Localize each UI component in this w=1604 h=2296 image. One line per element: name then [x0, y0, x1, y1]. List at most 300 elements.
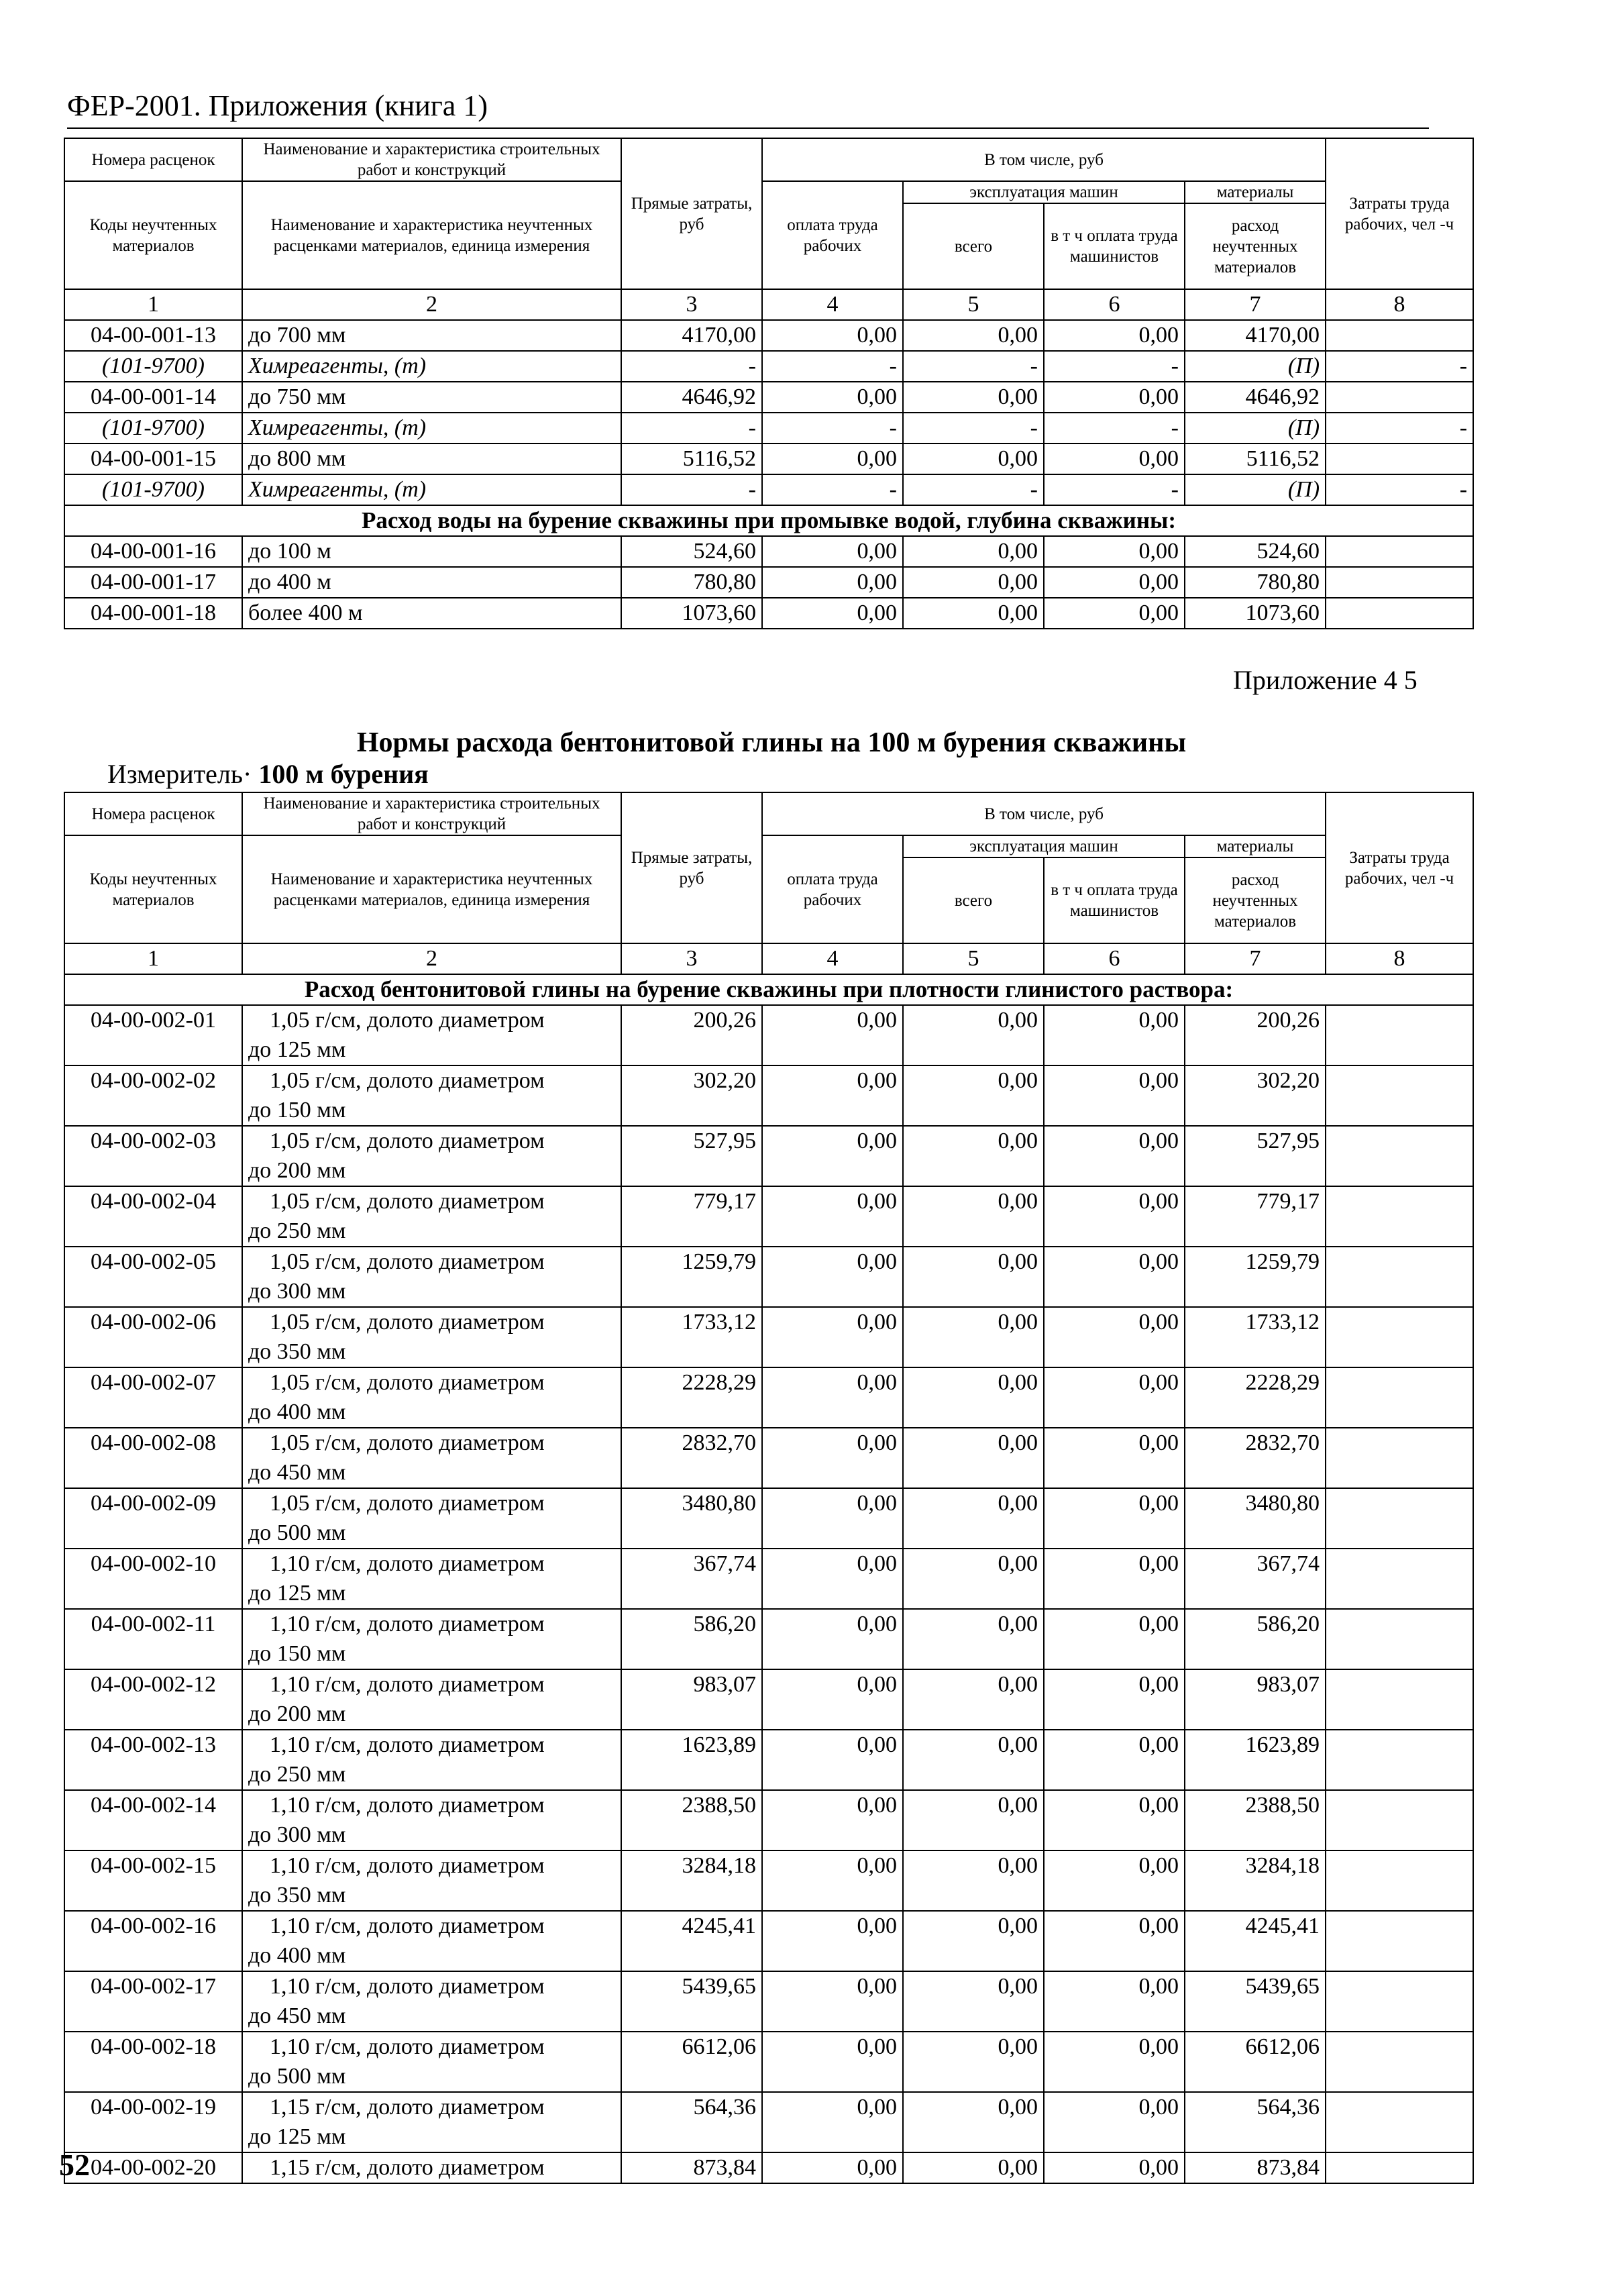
table-row [64, 1609, 1473, 1669]
labor-cost-cell [1326, 1005, 1473, 1065]
rate-code: 04-00-002-03 [64, 1126, 242, 1186]
header-labor-cost: Затраты труда рабочих, чел -ч [1326, 138, 1473, 289]
materials-cost: 200,26 [1185, 1005, 1326, 1065]
rate-code: 04-00-001-17 [64, 567, 242, 598]
labor-cost-cell [1326, 1549, 1473, 1609]
material-name: Химреагенты, (т) [242, 474, 621, 505]
machines-total: - [903, 413, 1044, 443]
materials-cost: 1073,60 [1185, 598, 1326, 629]
col-number: 2 [242, 943, 621, 974]
rate-code: 04-00-002-16 [64, 1911, 242, 1971]
rate-name [242, 1126, 621, 1186]
header-name-bottom: Наименование и характеристика неучтенных расценками материалов, единица измерения [242, 181, 621, 289]
materials-cost: 527,95 [1185, 1126, 1326, 1186]
labor-cost-cell: - [1326, 474, 1473, 505]
col-number: 7 [1185, 943, 1326, 974]
machinist-pay: - [1044, 474, 1185, 505]
direct-cost: 3480,80 [621, 1488, 762, 1549]
header-machines: эксплуатация машин [903, 835, 1185, 857]
direct-cost: 5116,52 [621, 443, 762, 474]
rate-name [242, 1730, 621, 1790]
materials-cost: 3480,80 [1185, 1488, 1326, 1549]
labor-cost-cell [1326, 1126, 1473, 1186]
machinist-pay: 0,00 [1044, 536, 1185, 567]
materials-cost: 4245,41 [1185, 1911, 1326, 1971]
labor-pay: 0,00 [762, 1790, 903, 1850]
machines-total: 0,00 [903, 1488, 1044, 1549]
labor-cost-cell [1326, 598, 1473, 629]
direct-cost: 200,26 [621, 1005, 762, 1065]
machines-total: 0,00 [903, 1186, 1044, 1247]
table-row [64, 567, 1473, 598]
materials-cost: 4170,00 [1185, 320, 1326, 351]
machines-total: 0,00 [903, 2092, 1044, 2152]
direct-cost: 527,95 [621, 1126, 762, 1186]
machines-total: 0,00 [903, 1669, 1044, 1730]
labor-pay: - [762, 474, 903, 505]
materials-cost: 1623,89 [1185, 1730, 1326, 1790]
rate-name [242, 1307, 621, 1367]
direct-cost: 1733,12 [621, 1307, 762, 1367]
rate-code: 04-00-002-04 [64, 1186, 242, 1247]
rate-name: до 400 м [242, 567, 621, 598]
labor-cost-cell [1326, 1669, 1473, 1730]
table-row [64, 1971, 1473, 2032]
header-num-bottom: Коды неучтенных материалов [64, 835, 242, 943]
rate-name-line1: 1,05 г/см, долото диаметром [270, 1129, 545, 1153]
rate-name [242, 1428, 621, 1488]
rate-code: 04-00-001-18 [64, 598, 242, 629]
rate-name-line2: до 300 мм [248, 1279, 346, 1304]
rate-name [242, 1850, 621, 1911]
machines-total: 0,00 [903, 598, 1044, 629]
rate-name-line2: до 150 мм [248, 1641, 346, 1666]
materials-cost: 3284,18 [1185, 1850, 1326, 1911]
header-incl: В том числе, руб [762, 138, 1326, 181]
rate-name: более 400 м [242, 598, 621, 629]
rate-name-line1: 1,10 г/см, долото диаметром [270, 1732, 545, 1757]
rate-name [242, 1367, 621, 1428]
labor-pay: 0,00 [762, 1126, 903, 1186]
header-incl: В том числе, руб [762, 792, 1326, 835]
machines-total: 0,00 [903, 1367, 1044, 1428]
direct-cost: 1259,79 [621, 1247, 762, 1307]
rate-code: 04-00-002-02 [64, 1065, 242, 1126]
labor-cost-cell [1326, 1911, 1473, 1971]
header-mach-all: всего [903, 203, 1044, 289]
header-materials: материалы [1185, 835, 1326, 857]
labor-cost-cell [1326, 2032, 1473, 2092]
rate-name-line2: до 200 мм [248, 1158, 346, 1183]
rate-name-line2: до 350 мм [248, 1339, 346, 1364]
labor-cost-cell [1326, 567, 1473, 598]
rate-name-line1: 1,05 г/см, долото диаметром [270, 1491, 545, 1516]
direct-cost: 1623,89 [621, 1730, 762, 1790]
table-row [64, 2092, 1473, 2152]
direct-cost: 2832,70 [621, 1428, 762, 1488]
labor-pay: 0,00 [762, 2152, 903, 2183]
materials-cost: 873,84 [1185, 2152, 1326, 2183]
table-row [64, 2032, 1473, 2092]
rate-name [242, 1669, 621, 1730]
table-row [64, 443, 1473, 474]
page-header: ФЕР-2001. Приложения (книга 1) [67, 87, 1429, 129]
rate-code: 04-00-002-01 [64, 1005, 242, 1065]
machines-total: 0,00 [903, 2032, 1044, 2092]
labor-pay: 0,00 [762, 1005, 903, 1065]
materials-cost: (П) [1185, 413, 1326, 443]
rate-name [242, 1971, 621, 2032]
materials-cost: 564,36 [1185, 2092, 1326, 2152]
rate-code: 04-00-002-17 [64, 1971, 242, 2032]
machines-total: 0,00 [903, 1730, 1044, 1790]
rate-name-line1: 1,10 г/см, долото диаметром [270, 1974, 545, 1999]
rate-name [242, 1911, 621, 1971]
machines-total: 0,00 [903, 1609, 1044, 1669]
table-row [64, 1186, 1473, 1247]
rate-name-line1: 1,10 г/см, долото диаметром [270, 1914, 545, 1938]
machines-total: 0,00 [903, 1850, 1044, 1911]
labor-pay: 0,00 [762, 382, 903, 413]
col-number: 8 [1326, 943, 1473, 974]
direct-cost: 5439,65 [621, 1971, 762, 2032]
machines-total: 0,00 [903, 1790, 1044, 1850]
col-number: 5 [903, 943, 1044, 974]
rate-name-line1: 1,15 г/см, долото диаметром [270, 2095, 545, 2120]
machines-total: 0,00 [903, 1549, 1044, 1609]
machines-total: 0,00 [903, 1126, 1044, 1186]
materials-cost: 4646,92 [1185, 382, 1326, 413]
materials-cost: (П) [1185, 474, 1326, 505]
rate-code: 04-00-002-14 [64, 1790, 242, 1850]
machines-total: - [903, 351, 1044, 382]
header-name-top: Наименование и характеристика строительных работ и конструкций [242, 138, 621, 181]
table-row [64, 598, 1473, 629]
machines-total: 0,00 [903, 1005, 1044, 1065]
labor-cost-cell [1326, 2092, 1473, 2152]
rate-code: 04-00-002-09 [64, 1488, 242, 1549]
rate-name [242, 1790, 621, 1850]
labor-cost-cell [1326, 1247, 1473, 1307]
rate-name: до 700 мм [242, 320, 621, 351]
material-code: (101-9700) [64, 413, 242, 443]
header-mach-incl: в т ч оплата труда машинистов [1044, 203, 1185, 289]
header-mat-consumption: расход неучтенных материалов [1185, 203, 1326, 289]
machines-total: 0,00 [903, 443, 1044, 474]
table-header [64, 138, 1473, 320]
machinist-pay: 0,00 [1044, 1005, 1185, 1065]
header-machines: эксплуатация машин [903, 181, 1185, 203]
materials-cost: 5116,52 [1185, 443, 1326, 474]
labor-pay: 0,00 [762, 1367, 903, 1428]
rate-code: 04-00-001-15 [64, 443, 242, 474]
rate-name [242, 1186, 621, 1247]
table-row [64, 2152, 1473, 2183]
labor-pay: - [762, 413, 903, 443]
direct-cost: 4245,41 [621, 1911, 762, 1971]
material-code: (101-9700) [64, 474, 242, 505]
rate-code: 04-00-002-08 [64, 1428, 242, 1488]
table-row [64, 320, 1473, 351]
labor-cost-cell [1326, 1850, 1473, 1911]
table-header [64, 792, 1473, 974]
machines-total: 0,00 [903, 1247, 1044, 1307]
col-number: 2 [242, 289, 621, 320]
header-num-top: Номера расценок [64, 138, 242, 181]
rate-code: 04-00-001-13 [64, 320, 242, 351]
machines-total: 0,00 [903, 1428, 1044, 1488]
machines-total: 0,00 [903, 1065, 1044, 1126]
col-number: 1 [64, 943, 242, 974]
materials-cost: 1259,79 [1185, 1247, 1326, 1307]
machinist-pay: 0,00 [1044, 1911, 1185, 1971]
labor-cost-cell: - [1326, 413, 1473, 443]
labor-cost-cell: - [1326, 351, 1473, 382]
machinist-pay: 0,00 [1044, 1126, 1185, 1186]
table-2-body [64, 974, 1473, 2183]
rate-name-line1: 1,05 г/см, долото диаметром [270, 1310, 545, 1335]
rate-name-line2: до 450 мм [248, 2003, 346, 2028]
rate-name [242, 1065, 621, 1126]
table-row [64, 474, 1473, 505]
col-number: 8 [1326, 289, 1473, 320]
machinist-pay: 0,00 [1044, 1850, 1185, 1911]
header-direct: Прямые затраты, руб [621, 792, 762, 943]
materials-cost: 2388,50 [1185, 1790, 1326, 1850]
rate-code: 04-00-002-20 [64, 2152, 242, 2183]
table-row [64, 382, 1473, 413]
machinist-pay: 0,00 [1044, 1428, 1185, 1488]
rate-name-line2: до 125 мм [248, 1581, 346, 1606]
material-name: Химреагенты, (т) [242, 413, 621, 443]
machines-total: 0,00 [903, 1971, 1044, 2032]
col-number: 6 [1044, 289, 1185, 320]
page-number: 52 [59, 2148, 90, 2182]
machines-total: 0,00 [903, 1911, 1044, 1971]
labor-cost-cell [1326, 320, 1473, 351]
machines-total: 0,00 [903, 567, 1044, 598]
table-row [64, 1005, 1473, 1065]
rate-name-line1: 1,15 г/см, долото диаметром [270, 2155, 545, 2180]
header-num-top: Номера расценок [64, 792, 242, 835]
rate-name [242, 2032, 621, 2092]
rate-name-line1: 1,05 г/см, долото диаметром [270, 1370, 545, 1395]
materials-cost: 1733,12 [1185, 1307, 1326, 1367]
machinist-pay: - [1044, 351, 1185, 382]
table-row [64, 1669, 1473, 1730]
rate-name-line2: до 400 мм [248, 1400, 346, 1424]
rate-name-line1: 1,10 г/см, долото диаметром [270, 1793, 545, 1818]
rate-code: 04-00-001-16 [64, 536, 242, 567]
header-mach-incl: в т ч оплата труда машинистов [1044, 857, 1185, 943]
table-row [64, 1065, 1473, 1126]
labor-cost-cell [1326, 536, 1473, 567]
header-labor: оплата труда рабочих [762, 835, 903, 943]
direct-cost: 2388,50 [621, 1790, 762, 1850]
direct-cost: 3284,18 [621, 1850, 762, 1911]
rate-name-line1: 1,10 г/см, долото диаметром [270, 1853, 545, 1878]
labor-cost-cell [1326, 1971, 1473, 2032]
rate-name-line2: до 450 мм [248, 1460, 346, 1485]
table-row [64, 1247, 1473, 1307]
materials-cost: 586,20 [1185, 1609, 1326, 1669]
rate-name-line2: до 300 мм [248, 1822, 346, 1847]
rate-code: 04-00-001-14 [64, 382, 242, 413]
machinist-pay: 0,00 [1044, 2032, 1185, 2092]
table-row [64, 536, 1473, 567]
materials-cost: 524,60 [1185, 536, 1326, 567]
header-mat-consumption: расход неучтенных материалов [1185, 857, 1326, 943]
rate-name-line2: до 350 мм [248, 1883, 346, 1908]
rate-name-line1: 1,05 г/см, долото диаметром [270, 1068, 545, 1093]
labor-pay: 0,00 [762, 443, 903, 474]
table-row [64, 413, 1473, 443]
table-row [64, 1549, 1473, 1609]
machines-total: 0,00 [903, 536, 1044, 567]
labor-pay: 0,00 [762, 1850, 903, 1911]
machinist-pay: 0,00 [1044, 598, 1185, 629]
labor-cost-cell [1326, 443, 1473, 474]
machines-total: 0,00 [903, 320, 1044, 351]
rate-name-line1: 1,10 г/см, долото диаметром [270, 1672, 545, 1697]
table-row [64, 1367, 1473, 1428]
table-row [64, 1790, 1473, 1850]
direct-cost: - [621, 351, 762, 382]
machinist-pay: 0,00 [1044, 382, 1185, 413]
rate-name-line2: до 500 мм [248, 1520, 346, 1545]
header-direct: Прямые затраты, руб [621, 138, 762, 289]
machinist-pay: 0,00 [1044, 1971, 1185, 2032]
materials-cost: 983,07 [1185, 1669, 1326, 1730]
section-row [64, 974, 1473, 1005]
labor-cost-cell [1326, 1609, 1473, 1669]
col-number: 4 [762, 943, 903, 974]
rate-code: 04-00-002-12 [64, 1669, 242, 1730]
rate-name-line2: до 500 мм [248, 2064, 346, 2089]
rate-name-line1: 1,10 г/см, долото диаметром [270, 2034, 545, 2059]
machinist-pay: 0,00 [1044, 1488, 1185, 1549]
machinist-pay: 0,00 [1044, 1609, 1185, 1669]
header-labor-cost: Затраты труда рабочих, чел -ч [1326, 792, 1473, 943]
labor-cost-cell [1326, 1790, 1473, 1850]
labor-pay: 0,00 [762, 2092, 903, 2152]
labor-pay: 0,00 [762, 1186, 903, 1247]
direct-cost: 6612,06 [621, 2032, 762, 2092]
labor-cost-cell [1326, 1488, 1473, 1549]
rate-code: 04-00-002-15 [64, 1850, 242, 1911]
machinist-pay: 0,00 [1044, 1247, 1185, 1307]
table-row [64, 1428, 1473, 1488]
rates-table-2 [64, 792, 1474, 2184]
table-row [64, 351, 1473, 382]
materials-cost: 2832,70 [1185, 1428, 1326, 1488]
materials-cost: (П) [1185, 351, 1326, 382]
rate-name [242, 1005, 621, 1065]
table-row [64, 1307, 1473, 1367]
direct-cost: 524,60 [621, 536, 762, 567]
labor-cost-cell [1326, 1730, 1473, 1790]
labor-cost-cell [1326, 1367, 1473, 1428]
direct-cost: 367,74 [621, 1549, 762, 1609]
rate-name [242, 1549, 621, 1609]
labor-pay: 0,00 [762, 1669, 903, 1730]
table-row [64, 1911, 1473, 1971]
rates-table-1 [64, 138, 1474, 629]
direct-cost: 4170,00 [621, 320, 762, 351]
rate-name [242, 2092, 621, 2152]
rate-code: 04-00-002-10 [64, 1549, 242, 1609]
rate-name: до 750 мм [242, 382, 621, 413]
rate-name-line1: 1,05 г/см, долото диаметром [270, 1189, 545, 1214]
materials-cost: 6612,06 [1185, 2032, 1326, 2092]
section-row [64, 505, 1473, 536]
unit-label: Измеритель· [107, 759, 252, 789]
col-number: 1 [64, 289, 242, 320]
rate-name-line1: 1,05 г/см, долото диаметром [270, 1008, 545, 1033]
machinist-pay: 0,00 [1044, 567, 1185, 598]
direct-cost: 302,20 [621, 1065, 762, 1126]
labor-cost-cell [1326, 1428, 1473, 1488]
rate-code: 04-00-002-18 [64, 2032, 242, 2092]
direct-cost: 983,07 [621, 1669, 762, 1730]
labor-pay: 0,00 [762, 536, 903, 567]
col-number: 3 [621, 943, 762, 974]
table-row [64, 1850, 1473, 1911]
labor-pay: 0,00 [762, 1065, 903, 1126]
rate-name-line1: 1,05 г/см, долото диаметром [270, 1430, 545, 1455]
labor-pay: 0,00 [762, 598, 903, 629]
rate-name-line2: до 250 мм [248, 1218, 346, 1243]
labor-cost-cell [1326, 2152, 1473, 2183]
machinist-pay: 0,00 [1044, 1549, 1185, 1609]
machinist-pay: 0,00 [1044, 1669, 1185, 1730]
rate-name-line2: до 400 мм [248, 1943, 346, 1968]
material-code: (101-9700) [64, 351, 242, 382]
header-mach-all: всего [903, 857, 1044, 943]
header-materials: материалы [1185, 181, 1326, 203]
labor-pay: 0,00 [762, 1609, 903, 1669]
direct-cost: 4646,92 [621, 382, 762, 413]
direct-cost: 2228,29 [621, 1367, 762, 1428]
rate-name-line2: до 250 мм [248, 1762, 346, 1787]
table-row [64, 1730, 1473, 1790]
header-labor: оплата труда рабочих [762, 181, 903, 289]
labor-cost-cell [1326, 382, 1473, 413]
rate-name: до 800 мм [242, 443, 621, 474]
rate-name-line2: до 200 мм [248, 1702, 346, 1726]
table-row [64, 1488, 1473, 1549]
rate-code: 04-00-002-07 [64, 1367, 242, 1428]
col-number: 6 [1044, 943, 1185, 974]
machines-total: - [903, 474, 1044, 505]
machinist-pay: 0,00 [1044, 1367, 1185, 1428]
machinist-pay: 0,00 [1044, 320, 1185, 351]
unit-line [107, 758, 429, 790]
direct-cost: 586,20 [621, 1609, 762, 1669]
direct-cost: 873,84 [621, 2152, 762, 2183]
machinist-pay: 0,00 [1044, 2152, 1185, 2183]
labor-pay: - [762, 351, 903, 382]
section-title: Расход воды на бурение скважины при промывке водой, глубина скважины: [64, 505, 1473, 536]
rate-name [242, 1247, 621, 1307]
machinist-pay: 0,00 [1044, 1307, 1185, 1367]
machinist-pay: - [1044, 413, 1185, 443]
rate-code: 04-00-002-06 [64, 1307, 242, 1367]
rate-name-line2: до 150 мм [248, 1098, 346, 1123]
labor-pay: 0,00 [762, 1428, 903, 1488]
labor-pay: 0,00 [762, 1488, 903, 1549]
direct-cost: 780,80 [621, 567, 762, 598]
